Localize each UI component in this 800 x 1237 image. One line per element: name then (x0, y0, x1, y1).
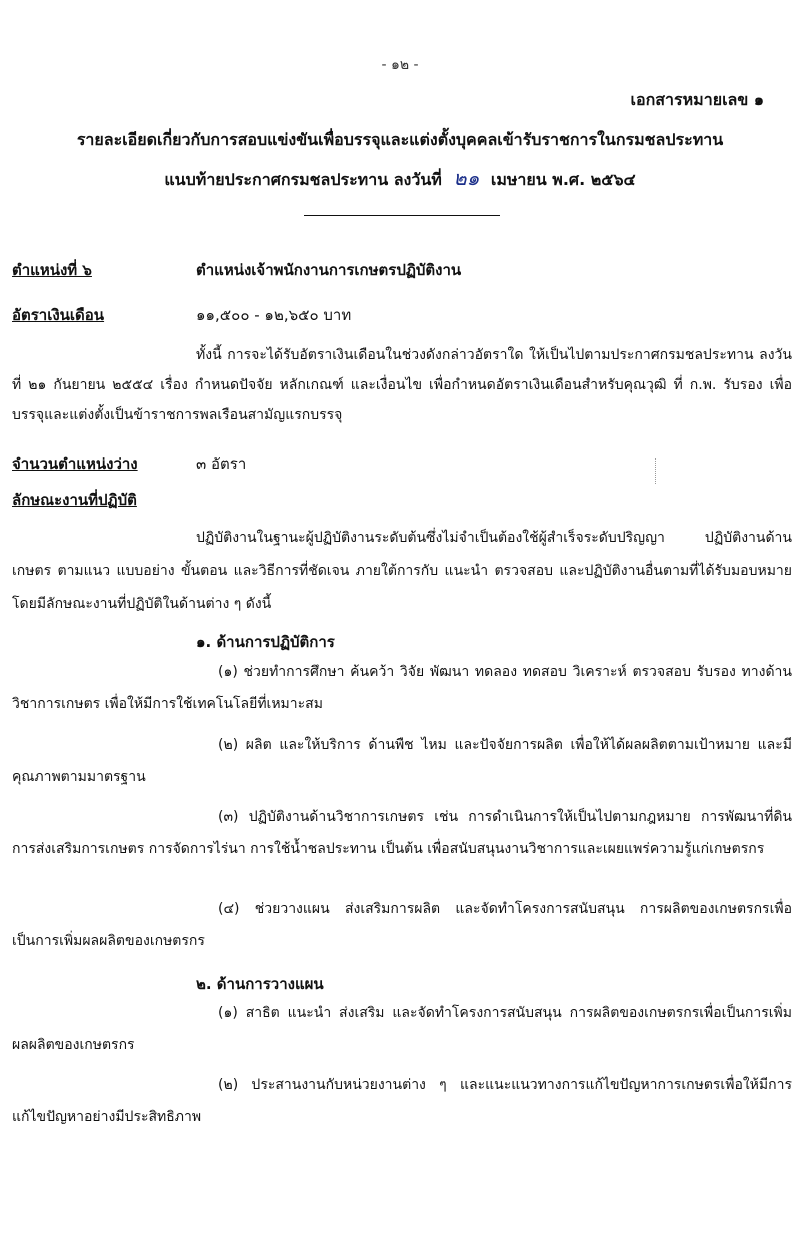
document-title-line2 (0, 162, 800, 194)
title-line2-prefix: แนบท้ายประกาศกรมชลประทาน ลงวันที่ (164, 170, 442, 189)
vacancies-value: ๓ อัตรา (196, 455, 247, 473)
section1-item-4: (๔) ช่วยวางแผน ส่งเสริมการผลิต และจัดทำโครงการสนับสนุน การผลิตของเกษตรกรเพื่อเป็นการเพิ่มผลผลิตของเกษตรกร (12, 901, 792, 949)
section2-title: ๒. ด้านการวางแผน (196, 975, 324, 993)
document-title-line1: รายละเอียดเกี่ยวกับการสอบแข่งขันเพื่อบรรจุและแต่งตั้งบุคคลเข้ารับราชการในกรมชลประทาน (76, 130, 724, 149)
duties-intro: ปฏิบัติงานในฐานะผู้ปฏิบัติงานระดับต้นซึ่งไม่จำเป็นต้องใช้ผู้สำเร็จระดับปริญญา ปฏิบัติงานด้านเกษตร ตามแนว แบบอย่าง ขั้นตอน และวิธีการที่ชัดเจน ภายใต้การกับ แนะนำ ตรวจสอบ และปฏิบัติงานอื่นตามที่ได้รับมอบหมาย โดยมีลักษณะงานที่ปฏิบัติในด้านต่าง ๆ ดังนี้ (12, 530, 792, 612)
title-divider (304, 215, 500, 216)
salary-value: ๑๑,๕๐๐ - ๑๒,๖๕๐ บาท (196, 306, 352, 324)
section2-item-2: (๒) ประสานงานกับหน่วยงานต่าง ๆ และแนะแนวทางการแก้ไขปัญหาการเกษตรเพื่อให้มีการแก้ไขปัญหาอย่างมีประสิทธิภาพ (12, 1077, 792, 1125)
scan-mark (655, 458, 658, 484)
salary-label: อัตราเงินเดือน (12, 306, 105, 324)
section1-title: ๑. ด้านการปฏิบัติการ (196, 633, 335, 651)
document-number-label: เอกสารหมายเลข ๑ (630, 90, 764, 109)
section1-item-2: (๒) ผลิต และให้บริการ ด้านพืช ไหม และปัจจัยการผลิต เพื่อให้ได้ผลผลิตตามเป้าหมาย และมีคุณภาพตามมาตรฐาน (12, 737, 792, 785)
salary-note: ทั้งนี้ การจะได้รับอัตราเงินเดือนในช่วงดังกล่าวอัตราใด ให้เป็นไปตามประกาศกรมชลประทาน ลงวันที่ ๒๑ กันยายน ๒๕๕๔ เรื่อง กำหนดปัจจัย หลักเกณฑ์ และเงื่อนไข เพื่อกำหนดอัตราเงินเดือนสำหรับคุณวุฒิ ที่ ก.พ. รับรอง เพื่อบรรจุและแต่งตั้งเป็นข้าราชการพลเรือนสามัญแรกบรรจุ (12, 347, 792, 423)
position-value: ตำแหน่งเจ้าพนักงานการเกษตรปฏิบัติงาน (196, 261, 462, 279)
handwritten-day: ๒๑ (453, 166, 480, 190)
position-label: ตำแหน่งที่ ๖ (12, 261, 92, 279)
vacancies-label: จำนวนตำแหน่งว่าง (12, 455, 138, 473)
duties-label: ลักษณะงานที่ปฏิบัติ (12, 491, 137, 509)
title-line2-suffix: เมษายน พ.ศ. ๒๕๖๔ (490, 170, 636, 189)
section1-item-3: (๓) ปฏิบัติงานด้านวิชาการเกษตร เช่น การดำเนินการให้เป็นไปตามกฎหมาย การพัฒนาที่ดิน การส่งเสริมการเกษตร การจัดการไร่นา การใช้น้ำชลประทาน เป็นต้น เพื่อสนับสนุนงานวิชาการและเผยแพร่ความรู้แก่เกษตรกร (12, 809, 792, 857)
section1-item-1: (๑) ช่วยทำการศึกษา ค้นคว้า วิจัย พัฒนา ทดลอง ทดสอบ วิเคราะห์ ตรวจสอบ รับรอง ทางด้านวิชาการเกษตร เพื่อให้มีการใช้เทคโนโลยีที่เหมาะสม (12, 664, 792, 712)
section2-item-1: (๑) สาธิต แนะนำ ส่งเสริม และจัดทำโครงการสนับสนุน การผลิตของเกษตรกรเพื่อเป็นการเพิ่มผลผลิตของเกษตรกร (12, 1005, 792, 1053)
page-number: - ๑๒ - (381, 57, 419, 73)
